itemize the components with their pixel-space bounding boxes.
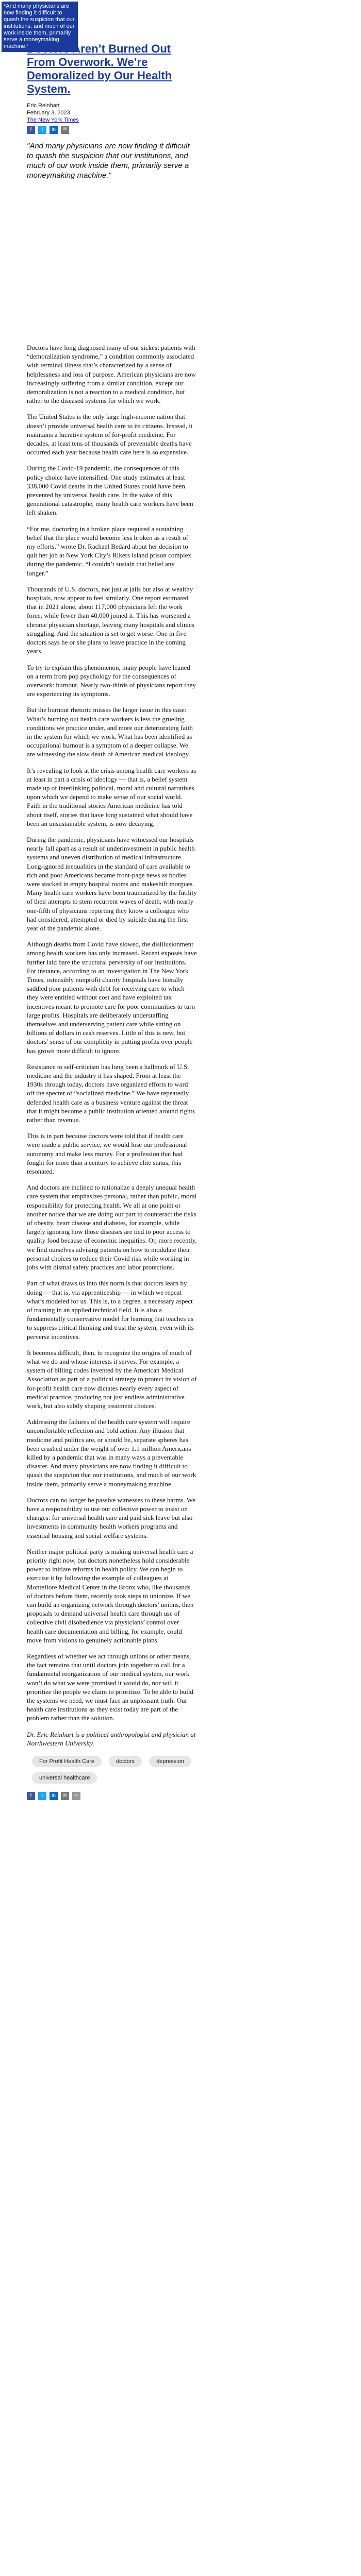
article-body [27,343,197,1748]
paragraph: It becomes difficult, then, to recognize the origins of much of what we do and whose interests it serves. For example, a system of billing codes invented by the American Medical Association as part of a political strategy to protect its vision of for-profit health care now dictates nearly every aspect of medical practice, producing not just endless administrative work, but also subtly shaping treatment choices. [27,1348,197,1410]
tag-chip[interactable]: universal healthcare [32,1772,97,1784]
article-title[interactable]: Doctors Aren’t Burned Out From Overwork. We’re Demoralized by Our Health System. [27,42,172,95]
facebook-icon[interactable]: f [27,126,35,134]
share-icon[interactable]: + [72,1792,80,1800]
paragraph: Part of what draws us into this norm is that doctors learn by doing — that is, via apprenticeship — in which we repeat what’s modeled for us. This is, to a degree, a necessary aspect of training in an applied technical field. It is also a fundamentally conservative model for learning that teaches us to suppress critical thinking and trust the system, even with its perverse incentives. [27,1279,194,1341]
paragraph: “For me, doctoring in a broken place required a sustaining belief that the place would become less broken as a result of my efforts,” wrote Dr. Rachael Bedard about her decision to quit her job at New York City’s Rikers Island prison complex during the pandemic. “I couldn’t sustain that belief any longer.” [27,524,191,577]
twitter-icon[interactable]: t [38,1792,46,1800]
linkedin-icon[interactable]: in [50,126,58,134]
tag-chip[interactable]: depression [149,1756,191,1767]
tag-chip[interactable]: doctors [109,1756,142,1767]
author-name: Eric Reinhart [27,103,60,109]
paragraph: Doctors can no longer be passive witnesses to these harms. We have a responsibility to use our collective power to insist on changes: for universal health care and paid sick leave but also investments in community health workers programs and essential housing and social welfare systems. [27,1496,195,1539]
article [27,42,197,1800]
paragraph: This is in part because doctors were told that if health care were made a public service, we would lose our professional autonomy and make less money. For a profession that had fought for more than a century to achieve elite status, this resonated. [27,1132,187,1176]
paragraph: And doctors are inclined to rationalize a deeply unequal health care system that emphasizes personal, rather than public, moral responsibility for protecting health. We all at one point or another notice that we are doing our part to counteract the risks of obesity, heart disease and diabetes, for example, while largely ignoring how those diseases are tied to poor access to quality food because of economic inequities. Or, more recently, we find ourselves advising patients on how to modulate their personal choices to reduce their Covid risk while working in jobs with dismal safety practices and labor protections. [27,1183,197,1272]
paragraph: Doctors have long diagnosed many of our sickest patients with “demoralization syndrome,” a condition commonly associated with terminal illness that’s characterized by a sense of helplessness and loss of purpose. American physicians are now increasingly suffering from a similar condition, except our demoralization is not a reaction to a medical condition, but rather to the diseased systems for which we work. [27,344,196,405]
email-icon[interactable]: ✉ [61,1792,69,1800]
paragraph: Regardless of whether we act through unions or other means, the fact remains that until doctors join together to call for a fundamental reorganization of our medical system, our work won’t do what we were promised it would do, nor will it prioritize the people we claim to prioritize. To be able to build the systems we need, we must face an unpleasant truth: Our health care institutions as they exist today are part of the problem rather than the solution. [27,1652,194,1722]
share-bar-bottom [27,1792,197,1800]
pull-quote: "And many physicians are now finding it difficult to quash the suspicion that our institutions, and much of our work inside them, primarily serve a moneymaking machine." [27,142,190,180]
share-bar-top [27,126,197,134]
article-image [27,194,194,333]
paragraph: Thousands of U.S. doctors, not just at jails but also at wealthy hospitals, now appear to feel similarly. One report estimated that in 2021 alone, about 117,000 physicians left the work force, while fewer than 40,000 joined it. This has worsened a chronic physician shortage, leaving many hospitals and clinics struggling. And the situation is set to get worse. One in five doctors says he or she plans to leave practice in the coming years. [27,585,194,655]
paragraph: But the burnout rhetoric misses the larger issue in this case: What’s burning out health care workers is less the grueling conditions we practice under, and more our deteriorating faith in the system for which we work. What has been identified as occupational burnout is a symptom of a deeper collapse. We are witnessing the slow death of American medical ideology. [27,706,193,758]
paragraph: During the pandemic, physicians have witnessed our hospitals nearly fall apart as a result of underinvestment in public health systems and uneven distribution of medical infrastructure. Long-ignored inequalities in the standard of care available to rich and poor Americans became front-page news as bodies were stacked in empty hospital rooms and makeshift morgues. Many health care workers have been traumatized by the futility of their attempts to stem recurrent waves of death, with nearly one-fifth of physicians reporting they know a colleague who had considered, attempted or died by suicide during the first year of the pandemic alone. [27,835,197,932]
paragraph: It’s revealing to look at the crisis among health care workers as at least in part a crisis of ideology — that is, a belief system made up of interlinking political, moral and cultural narratives upon which we depend to make sense of our social world. Faith in the traditional stories American medicine has told about itself, stories that have long sustained what should have been an unsustainable system, is now decaying. [27,766,196,827]
facebook-icon[interactable]: f [27,1792,35,1800]
tag-chip[interactable]: For Profit Health Care [32,1756,102,1767]
paragraph: During the Covid-19 pandemic, the consequences of this policy choice have intensified. One study estimates at least 338,000 Covid deaths in the United States could have been prevented by universal health care. In the wake of this generational catastrophe, many health care workers have been left shaken. [27,464,193,517]
highlight-callout: *And many physicians are now finding it difficult to quash the suspicion that our institutions, and much of our work inside them, primarily serve a moneymaking machine.* [2,2,78,52]
email-icon[interactable]: ✉ [61,126,69,134]
paragraph: The United States is the only large high-income nation that doesn’t provide universal health care to its citizens. Instead, it maintains a lucrative system of for-profit medicine. For decades, at least tens of thousands of preventable deaths have occurred each year because health care here is so expensive. [27,413,193,456]
author-bio: Dr. Eric Reinhart is a political anthropologist and physician at Northwestern University. [27,1730,196,1747]
paragraph: Resistance to self-criticism has long been a hallmark of U.S. medicine and the industry it has shaped. From at least the 1930s through today, doctors have organized efforts to ward off the specter of “socialized medicine.” We have repeatedly defended health care as a business venture against the threat that it might become a public institution oriented around rights rather than revenue. [27,1062,195,1124]
byline [27,102,197,124]
publish-date: February 3, 2023 [27,110,70,116]
paragraph: Neither major political party is making universal health care a priority right now, but doctors nonetheless hold considerable power to initiate reforms in health policy. We can begin to exercise it by following the example of colleagues at Montefiore Medical Center in the Bronx who, like thousands of doctors before them, recently took steps to unionize. If we can build an organizing network through doctors’ unions, then proposals to demand universal health care through use of collective civil disobedience via physicians’ control over health care documentation and billing, for example, could move from visions to genuinely actionable plans. [27,1547,194,1644]
paragraph: Although deaths from Covid have slowed, the disillusionment among health workers has only increased. Recent exposés have further laid bare the structural perversity of our institutions. For instance, according to an investigation in The New York Times, ostensibly nonprofit charity hospitals have literally saddled poor patients with debt for receiving care to which they were entitled without cost and have exploited tax incentives meant to promote care for poor communities to turn large profits. Hospitals are deliberately understaffing themselves and underserving patient care while sitting on billions of dollars in cash reserves. Little of this is new, but doctors’ sense of our complicity in putting profits over people has grown more difficult to ignore. [27,940,197,1055]
paragraph: Addressing the failures of the health care system will require uncomfortable reflection and bold action. Any illusion that medicine and politics are, or should be, separate spheres has been crushed under the weight of over 1.1 million Americans killed by a pandemic that was in many ways a preventable disaster. And many physicians are now finding it difficult to quash the suspicion that our institutions, and much of our work inside them, primarily serve a moneymaking machine. [27,1418,196,1488]
publication-link[interactable]: The New York Times [27,117,79,123]
twitter-icon[interactable]: t [38,126,46,134]
tag-list [32,1756,197,1784]
linkedin-icon[interactable]: in [50,1792,58,1800]
paragraph: To try to explain this phenomenon, many people have leaned on a term from pop psychology for the consequences of overwork: burnout. Nearly two-thirds of physicians report they are experiencing its symptoms. [27,663,196,698]
